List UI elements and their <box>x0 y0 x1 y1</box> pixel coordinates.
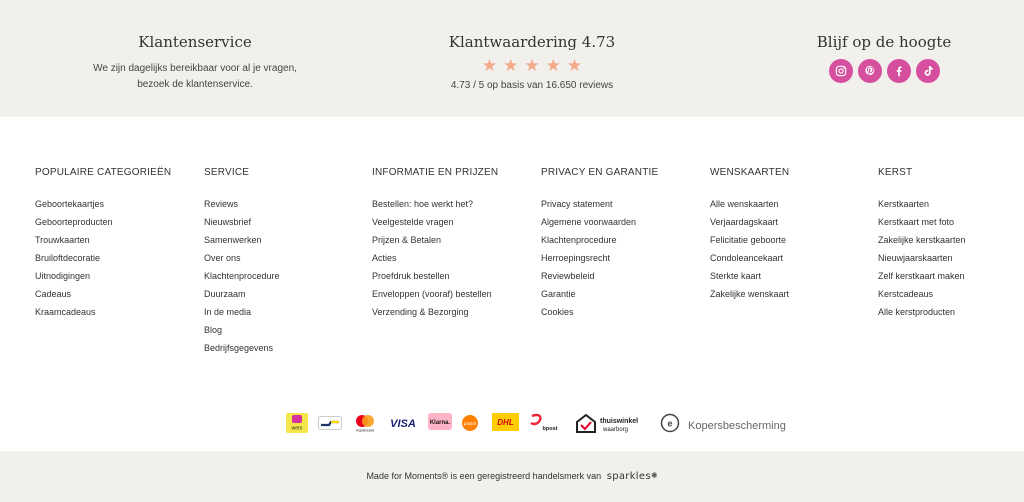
pinterest-icon[interactable] <box>858 59 882 83</box>
footer-link[interactable]: Klachtenprocedure <box>204 271 280 281</box>
footer-link[interactable]: Garantie <box>541 289 576 299</box>
payment-logos <box>0 413 1024 437</box>
star-icon: ★ <box>566 56 583 75</box>
rating-summary[interactable]: 4.73 / 5 op basis van 16.650 reviews <box>450 80 614 91</box>
footer-link[interactable]: Alle kerstproducten <box>878 307 956 317</box>
footer-link[interactable]: Verzending & Bezorging <box>372 307 469 317</box>
footer-link[interactable]: Zelf kerstkaart maken <box>878 271 965 281</box>
sparkle-icon: ✺ <box>650 471 658 480</box>
svg-text:mastercard: mastercard <box>356 428 374 433</box>
footer-link[interactable]: Geboorteproducten <box>35 217 113 227</box>
svg-text:e: e <box>667 418 673 429</box>
footer-link[interactable]: Algemene voorwaarden <box>541 217 637 227</box>
footer-link[interactable]: Zakelijke wenskaart <box>710 289 790 299</box>
footer-link[interactable]: Prijzen & Betalen <box>372 235 442 245</box>
footer-link[interactable]: Zakelijke kerstkaarten <box>878 235 966 245</box>
footer-link[interactable]: Sterkte kaart <box>710 271 762 281</box>
trademark-notice <box>0 471 1024 482</box>
customer-service-text-2[interactable]: bezoek de klantenservice. <box>137 79 253 90</box>
footer-link-list <box>35 195 171 321</box>
footer-column-title: INFORMATIE EN PRIJZEN <box>372 167 499 178</box>
footer-link[interactable]: Geboortekaartjes <box>35 199 105 209</box>
footer-link[interactable]: Acties <box>372 253 397 263</box>
klarna-icon <box>428 413 452 430</box>
footer-link[interactable]: Reviewbeleid <box>541 271 595 281</box>
rating-block <box>412 33 652 94</box>
kopersbescherming-icon <box>660 413 680 433</box>
svg-text:postnl: postnl <box>463 421 477 426</box>
footer-link[interactable]: Nieuwjaarskaarten <box>878 253 953 263</box>
customer-service-title[interactable]: Klantenservice <box>138 33 252 51</box>
svg-text:VISA: VISA <box>390 418 416 430</box>
footer-link[interactable]: Alle wenskaarten <box>710 199 779 209</box>
footer-link[interactable]: Felicitatie geboorte <box>710 235 787 245</box>
social-block <box>784 33 984 83</box>
svg-text:thuiswinkel: thuiswinkel <box>600 418 639 425</box>
footer-link[interactable]: Veelgestelde vragen <box>372 217 454 227</box>
footer-link[interactable]: Kerstkaart met foto <box>878 217 955 227</box>
kopersbescherming-label[interactable]: Kopersbescherming <box>688 420 786 432</box>
bpost-icon <box>528 413 562 433</box>
tiktok-icon[interactable] <box>916 59 940 83</box>
trademark-text: Made for Moments® is een geregistreerd handelsmerk van <box>366 471 602 481</box>
footer-column-title: PRIVACY EN GARANTIE <box>541 167 659 178</box>
footer-column-title: KERST <box>878 167 913 178</box>
footer-column <box>710 167 789 303</box>
footer-link[interactable]: Over ons <box>204 253 241 263</box>
facebook-icon[interactable] <box>887 59 911 83</box>
footer-link[interactable]: Cadeaus <box>35 289 72 299</box>
social-title: Blijf op de hoogte <box>816 33 952 51</box>
footer-link-list <box>878 195 966 321</box>
svg-text:wero: wero <box>291 425 303 432</box>
footer-bottom-band <box>0 451 1024 502</box>
footer-link[interactable]: Kerstcadeaus <box>878 289 934 299</box>
rating-stars <box>412 57 652 75</box>
dhl-icon <box>492 413 519 431</box>
footer-link[interactable]: Enveloppen (vooraf) bestellen <box>372 289 492 299</box>
instagram-icon[interactable] <box>829 59 853 83</box>
customer-service-text-1: We zijn dagelijks bereikbaar voor al je vragen, <box>93 63 297 74</box>
footer-column <box>204 167 280 357</box>
footer-link[interactable]: Bestellen: hoe werkt het? <box>372 199 474 209</box>
footer-link[interactable]: Kerstkaarten <box>878 199 930 209</box>
footer-link[interactable]: Bedrijfsgegevens <box>204 343 274 353</box>
svg-text:DHL: DHL <box>497 418 514 427</box>
footer-link-list <box>372 195 498 321</box>
star-icon: ★ <box>481 56 498 75</box>
footer-link[interactable]: Reviews <box>204 199 239 209</box>
footer-link[interactable]: Nieuwsbrief <box>204 217 252 227</box>
star-icon: ★ <box>524 56 540 75</box>
footer-link[interactable]: Duurzaam <box>204 289 246 299</box>
footer-link[interactable]: Samenwerken <box>204 235 262 245</box>
footer-link[interactable]: Blog <box>204 325 223 335</box>
thuiswinkel-icon <box>575 413 645 433</box>
footer-link[interactable]: Verjaardagskaart <box>710 217 779 227</box>
footer-link[interactable]: Condoleancekaart <box>710 253 784 263</box>
star-icon: ★ <box>545 56 561 75</box>
footer-link[interactable]: Proefdruk bestellen <box>372 271 450 281</box>
footer-link[interactable]: Trouwkaarten <box>35 235 90 245</box>
postnl-icon <box>460 413 482 433</box>
footer-column-title: WENSKAARTEN <box>710 167 790 178</box>
mastercard-icon <box>352 413 378 433</box>
footer-link[interactable]: Kraamcadeaus <box>35 307 96 317</box>
footer-column <box>878 167 966 321</box>
svg-text:bpost: bpost <box>542 426 558 432</box>
svg-text:waarborg: waarborg <box>603 427 629 433</box>
footer-link[interactable]: Cookies <box>541 307 574 317</box>
footer-link[interactable]: In de media <box>204 307 252 317</box>
footer-column <box>35 167 171 321</box>
footer-link[interactable]: Klachtenprocedure <box>541 235 617 245</box>
ideal-wero-icon <box>286 413 308 433</box>
customer-service-block <box>80 33 310 93</box>
footer-link-list <box>710 195 789 303</box>
star-icon: ★ <box>503 56 519 75</box>
footer-column-title: POPULAIRE CATEGORIEËN <box>35 167 172 178</box>
social-icons <box>784 59 984 83</box>
bancontact-icon <box>318 413 342 433</box>
footer-link[interactable]: Bruiloftdecoratie <box>35 253 101 263</box>
footer-link[interactable]: Uitnodigingen <box>35 271 91 281</box>
sparkles-logo[interactable]: sparkles <box>606 471 651 482</box>
footer-link[interactable]: Privacy statement <box>541 199 613 209</box>
footer-link[interactable]: Herroepingsrecht <box>541 253 611 263</box>
footer-column <box>372 167 498 321</box>
rating-title: Klantwaardering 4.73 <box>448 33 616 51</box>
footer-link-list <box>204 195 280 357</box>
visa-icon <box>388 413 418 433</box>
footer-column <box>541 167 658 321</box>
footer-column-title: SERVICE <box>204 167 250 178</box>
svg-text:Klarna.: Klarna. <box>429 420 451 426</box>
footer-link-list <box>541 195 658 321</box>
footer-top-band <box>0 0 1024 117</box>
